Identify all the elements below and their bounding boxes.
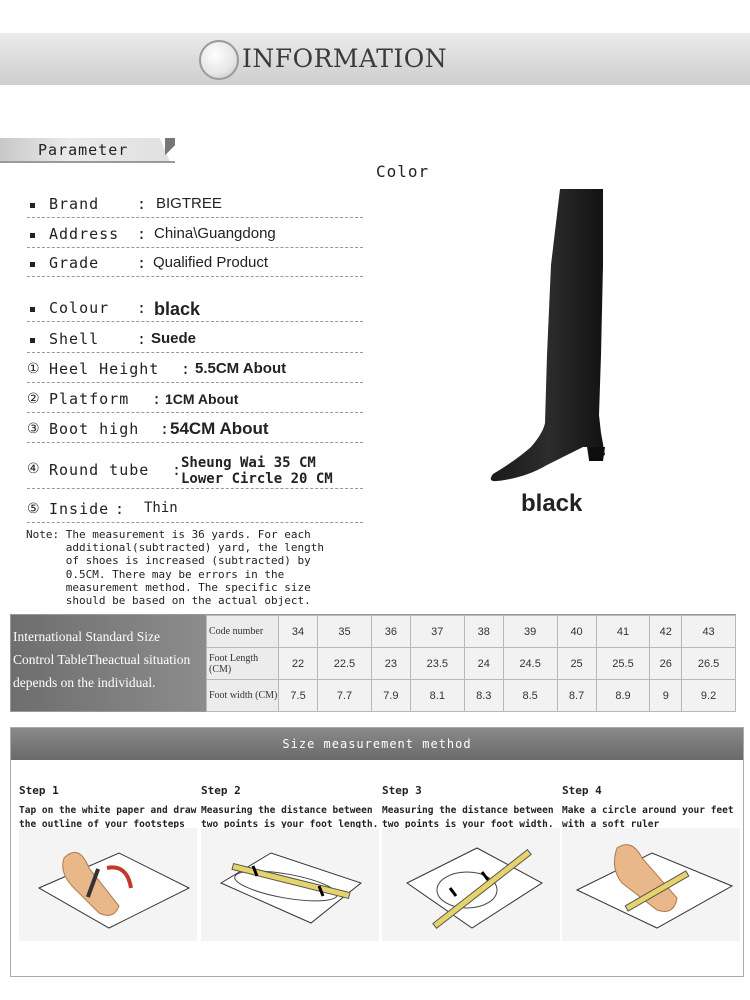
size-cell: 26 — [650, 648, 682, 680]
param-label: Grade — [49, 254, 100, 272]
size-cell: 9 — [650, 680, 682, 712]
bullet-icon — [30, 262, 35, 267]
param-colon: : — [160, 420, 170, 438]
param-value: Sheung Wai 35 CM — [181, 455, 316, 471]
size-cell: 7.7 — [318, 680, 372, 712]
param-value: 54CM About — [170, 419, 269, 438]
size-table-intro — [11, 615, 206, 711]
parameter-label: Parameter — [38, 141, 129, 159]
param-colon: : — [137, 254, 147, 272]
param-value: Thin — [144, 500, 178, 516]
step-description: Tap on the white paper and draw the outline of your footsteps — [19, 805, 197, 830]
param-row-platform — [27, 389, 363, 413]
param-label: Address — [49, 225, 120, 243]
size-cell: 36 — [371, 616, 410, 648]
size-cell: 37 — [410, 616, 464, 648]
intro-line: depends on the individual. — [13, 675, 156, 690]
step-4-illustration — [562, 828, 740, 941]
param-row-round-tube — [27, 455, 363, 489]
size-cell: 38 — [464, 616, 503, 648]
step-description: Make a circle around your feet with a soft ruler — [562, 805, 734, 830]
size-row-label: Foot width (CM) — [207, 680, 279, 712]
param-colon: : — [172, 461, 182, 479]
param-colon: : — [115, 500, 125, 518]
size-cell: 41 — [596, 616, 650, 648]
measurement-note: Note: The measurement is 36 yards. For each additional(subtracted) yard, the length of shoes is increased (subtracted) by 0.5CM. There may be errors in the measurement method. The specific size should be based on the actual object. — [26, 528, 325, 608]
param-colon: : — [137, 195, 147, 213]
step-description: Measuring the distance between two points is your foot width. — [382, 805, 554, 830]
param-row-grade — [27, 253, 363, 277]
size-cell: 7.9 — [371, 680, 410, 712]
color-title: Color — [376, 162, 430, 181]
param-row-heel-height — [27, 359, 363, 383]
size-cell: 8.7 — [557, 680, 596, 712]
size-cell: 35 — [318, 616, 372, 648]
bullet-icon — [30, 307, 35, 312]
param-colon: : — [137, 225, 147, 243]
size-table-container — [10, 614, 736, 712]
param-value: 1CM About — [165, 391, 239, 407]
intro-line: Control TableTheactual situation — [13, 652, 191, 667]
param-row-colour — [27, 298, 363, 322]
banner-circle-icon — [199, 40, 239, 80]
parameter-underline — [0, 161, 175, 163]
number-marker: ② — [27, 391, 40, 407]
size-cell: 22.5 — [318, 648, 372, 680]
size-cell: 8.3 — [464, 680, 503, 712]
size-cell: 25.5 — [596, 648, 650, 680]
step-title: Step 4 — [562, 784, 602, 797]
param-label: Boot high — [49, 420, 140, 438]
intro-line: International Standard Size — [13, 629, 160, 644]
size-cell: 9.2 — [682, 680, 736, 712]
param-value: Suede — [151, 330, 197, 347]
step-title: Step 2 — [201, 784, 241, 797]
param-label: Heel Height — [49, 360, 160, 378]
step-3-illustration — [382, 828, 560, 941]
param-label: Shell — [49, 330, 100, 348]
param-row-address — [27, 224, 363, 248]
size-cell: 43 — [682, 616, 736, 648]
parameter-tab-fold — [165, 138, 175, 162]
size-cell: 25 — [557, 648, 596, 680]
param-label: Brand — [49, 195, 100, 213]
method-title: Size measurement method — [282, 737, 472, 751]
size-cell: 23.5 — [410, 648, 464, 680]
size-cell: 34 — [279, 616, 318, 648]
param-value: black — [154, 299, 201, 319]
size-cell: 23 — [371, 648, 410, 680]
size-cell: 42 — [650, 616, 682, 648]
size-cell: 24 — [464, 648, 503, 680]
param-label: Round tube — [49, 461, 150, 479]
param-label: Inside — [49, 500, 110, 518]
size-measurement-method — [10, 727, 744, 977]
size-row-label: Code number — [207, 616, 279, 648]
step-title: Step 3 — [382, 784, 422, 797]
param-value: 5.5CM About — [195, 360, 287, 377]
black-boot-image — [485, 185, 615, 485]
param-colon: : — [152, 390, 162, 408]
number-marker: ③ — [27, 421, 40, 437]
param-colon: : — [137, 299, 147, 317]
number-marker: ④ — [27, 461, 40, 477]
number-marker: ⑤ — [27, 501, 40, 517]
step-description: Measuring the distance between two points is your foot length. — [201, 805, 379, 830]
param-row-shell — [27, 329, 363, 353]
size-cell: 24.5 — [503, 648, 557, 680]
size-cell: 8.9 — [596, 680, 650, 712]
size-cell: 26.5 — [682, 648, 736, 680]
param-row-boot-high — [27, 419, 363, 443]
param-label: Platform — [49, 390, 130, 408]
number-marker: ① — [27, 361, 40, 377]
bullet-icon — [30, 203, 35, 208]
size-cell: 7.5 — [279, 680, 318, 712]
param-value: China\Guangdong — [154, 225, 276, 242]
param-label: Colour — [49, 299, 110, 317]
step-2-illustration — [201, 828, 379, 941]
size-table-row — [207, 680, 736, 712]
bullet-icon — [30, 338, 35, 343]
size-cell: 39 — [503, 616, 557, 648]
size-cell: 8.1 — [410, 680, 464, 712]
param-row-inside — [27, 499, 363, 523]
size-cell: 40 — [557, 616, 596, 648]
param-colon: : — [181, 360, 191, 378]
param-row-brand — [27, 194, 363, 218]
param-value: Qualified Product — [153, 254, 269, 271]
param-colon: : — [137, 330, 147, 348]
step-1-illustration — [19, 828, 197, 941]
size-cell: 22 — [279, 648, 318, 680]
size-row-label: Foot Length (CM) — [207, 648, 279, 680]
banner-title: INFORMATION — [242, 44, 448, 73]
size-table — [206, 615, 736, 712]
color-name: black — [521, 490, 583, 517]
param-value: BIGTREE — [156, 195, 222, 212]
step-title: Step 1 — [19, 784, 59, 797]
size-cell: 8.5 — [503, 680, 557, 712]
param-value-2: Lower Circle 20 CM — [181, 471, 333, 487]
size-table-row — [207, 616, 736, 648]
bullet-icon — [30, 233, 35, 238]
size-table-row — [207, 648, 736, 680]
